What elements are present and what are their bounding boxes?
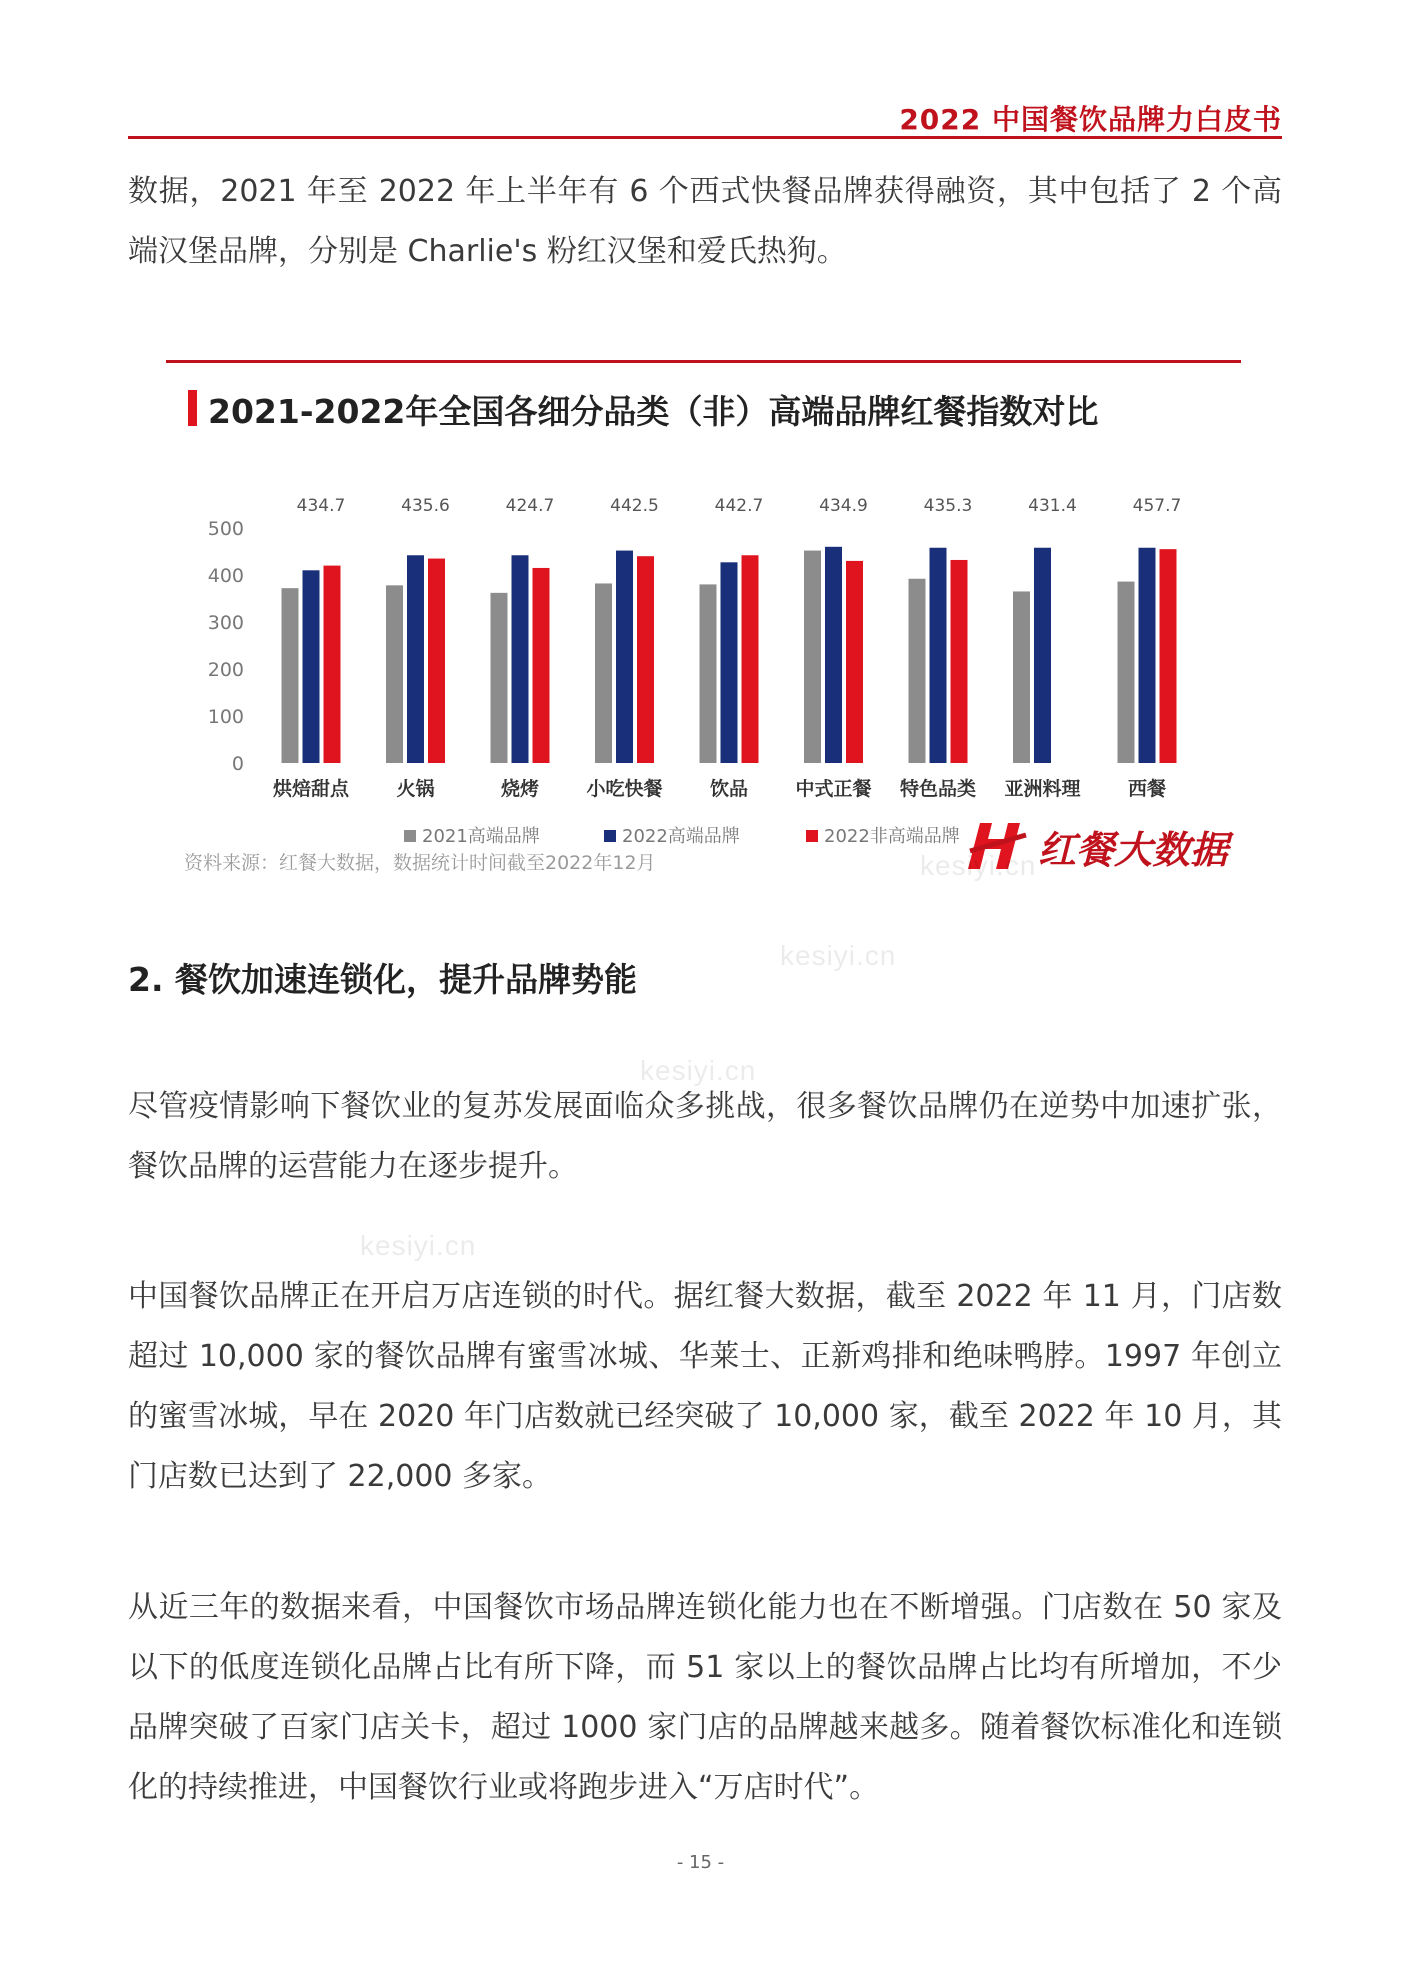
bar <box>721 562 738 763</box>
x-tick-label: 特色品类 <box>899 778 977 800</box>
bar <box>909 579 926 763</box>
legend-label: 2022非高端品牌 <box>824 826 960 847</box>
bar <box>282 588 299 763</box>
y-tick-label: 500 <box>207 518 244 540</box>
paragraph-2: 尽管疫情影响下餐饮业的复苏发展面临众多挑战，很多餐饮品牌仍在逆势中加速扩张，餐饮品牌的运营能力在逐步提升。 <box>128 1089 1282 1184</box>
x-tick-label: 饮品 <box>709 778 749 800</box>
y-tick-label: 400 <box>207 565 244 587</box>
legend-label: 2021高端品牌 <box>422 826 540 847</box>
page-header <box>128 96 1282 139</box>
page-number: - 15 - <box>676 1852 725 1873</box>
bar <box>637 556 654 763</box>
bar <box>1139 548 1156 763</box>
legend-swatch <box>604 830 616 842</box>
x-tick-label: 中式正餐 <box>795 778 872 800</box>
x-tick-label: 亚洲料理 <box>1004 778 1081 800</box>
watermark-3: kesiyi.cn <box>640 1055 757 1086</box>
bar <box>533 568 550 763</box>
data-label: 442.7 <box>714 496 764 516</box>
paragraph-4: 从近三年的数据来看，中国餐饮市场品牌连锁化能力也在不断增强。门店数在 50 家及以下的低度连锁化品牌占比有所下降，而 51 家以上的餐饮品牌占比均有所增加，不少品牌突破了百家门店关卡，超过 1000 家门店的品牌越来越多。随着餐饮标准化和连锁化的持续推进，中国餐饮行业或将跑步进入“万店时代”。 <box>128 1590 1282 1805</box>
paragraph-3: 中国餐饮品牌正在开启万店连锁的时代。据红餐大数据，截至 2022 年 11 月，门店数超过 10,000 家的餐饮品牌有蜜雪冰城、华莱士、正新鸡排和绝味鸭脖。1997 年创立的蜜雪冰城，早在 2020 年门店数就已经突破了 10,000 家，截至 2022 年 10 月，其门店数已达到了 22,000 多家。 <box>128 1279 1282 1494</box>
data-label: 434.7 <box>296 496 346 516</box>
header-title: 2022 中国餐饮品牌力白皮书 <box>899 103 1282 136</box>
x-tick-label: 火锅 <box>396 778 435 800</box>
bar <box>407 555 424 763</box>
legend-swatch <box>404 830 416 842</box>
paragraph-1: 数据，2021 年至 2022 年上半年有 6 个西式快餐品牌获得融资，其中包括了 2 个高端汉堡品牌，分别是 Charlie's 粉红汉堡和爱氏热狗。 <box>128 174 1282 269</box>
legend-swatch <box>806 830 818 842</box>
x-tick-label: 烘焙甜点 <box>272 778 350 800</box>
chart-source: 资料来源：红餐大数据，数据统计时间截至2022年12月 <box>184 852 656 874</box>
bar <box>512 555 529 763</box>
section-heading: 2. 餐饮加速连锁化，提升品牌势能 <box>128 960 637 999</box>
bar-chart <box>166 450 1241 850</box>
bar <box>700 584 717 763</box>
bar <box>930 548 947 763</box>
y-tick-label: 300 <box>207 612 244 634</box>
chart-block <box>166 360 1241 880</box>
bar <box>491 593 508 763</box>
bar <box>1160 549 1177 763</box>
data-label: 434.9 <box>819 496 868 516</box>
data-label: 431.4 <box>1028 496 1077 516</box>
watermark-2: kesiyi.cn <box>780 940 897 971</box>
y-tick-label: 100 <box>207 706 244 728</box>
x-tick-label: 西餐 <box>1127 778 1167 800</box>
y-tick-label: 200 <box>207 659 244 681</box>
bar <box>616 551 633 763</box>
bar <box>386 585 403 763</box>
data-label: 442.5 <box>610 496 659 516</box>
bar <box>324 566 341 763</box>
bar <box>951 560 968 763</box>
bar <box>742 555 759 763</box>
data-label: 435.6 <box>401 496 450 516</box>
bar <box>1013 591 1030 763</box>
legend-label: 2022高端品牌 <box>622 826 740 847</box>
y-tick-label: 0 <box>231 753 244 775</box>
x-tick-label: 小吃快餐 <box>586 778 663 800</box>
data-label: 457.7 <box>1132 496 1182 516</box>
bar <box>1034 548 1051 763</box>
data-label: 424.7 <box>505 496 555 516</box>
bar <box>846 561 863 763</box>
bar <box>825 547 842 763</box>
watermark-1: kesiyi.cn <box>920 850 1037 881</box>
x-tick-label: 烧烤 <box>500 778 540 800</box>
data-label: 435.3 <box>923 496 973 516</box>
bar <box>595 583 612 763</box>
chart-title-accent <box>188 390 197 426</box>
bar <box>1118 582 1135 763</box>
watermark-4: kesiyi.cn <box>360 1230 477 1261</box>
bar <box>428 559 445 763</box>
bar <box>303 570 320 763</box>
chart-top-rule <box>166 360 1241 363</box>
chart-title: 2021-2022年全国各细分品类（非）高端品牌红餐指数对比 <box>208 392 1099 431</box>
brand-logo-text: 红餐大数据 <box>1038 828 1229 872</box>
bar <box>804 551 821 763</box>
